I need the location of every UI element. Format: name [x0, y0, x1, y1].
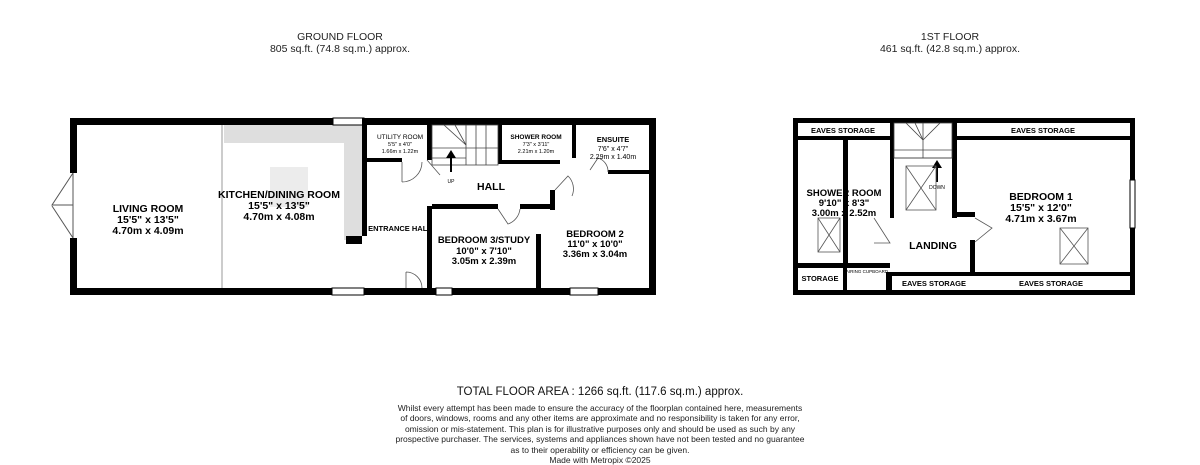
- ff-stair-tread: [915, 123, 923, 140]
- living-room-metric: 4.70m x 4.09m: [112, 225, 184, 237]
- disclaimer-line: as to their operability or efficiency can be given.: [510, 444, 690, 455]
- gf-wall-bottom-mid2: [452, 288, 570, 295]
- kitchen-name: KITCHEN/DINING ROOM: [218, 189, 340, 201]
- gf-wall-top-left: [70, 118, 333, 125]
- gf-shower-imperial: 7'3" x 3'11": [522, 142, 550, 148]
- disclaimer: [380, 403, 820, 465]
- ground-floor-area: 805 sq.ft. (74.8 sq.m.) approx.: [269, 43, 411, 55]
- disclaimer-line: omission or mis-statement. This plan is for illustrative purposes only and should be used as such by any: [404, 423, 796, 434]
- ff-stair-tread: [906, 123, 923, 140]
- gf-wall-right: [649, 118, 656, 295]
- door-bed3: [498, 209, 520, 224]
- gf-window-bottom-entrance: [332, 288, 364, 295]
- gf-wall-top-right: [364, 118, 656, 125]
- hall-name: HALL: [477, 181, 505, 193]
- ff-bed1-left: [970, 240, 975, 276]
- gf-shower-name: SHOWER ROOM: [510, 134, 562, 141]
- bedroom2-name: BEDROOM 2: [566, 229, 624, 240]
- ff-bed1-notch: [957, 212, 975, 217]
- utility-imperial: 5'5" x 4'0": [387, 142, 413, 148]
- wall-bed2-left: [536, 234, 541, 295]
- ff-eaves-bm-name: EAVES STORAGE: [902, 279, 966, 288]
- airing-cupboard-name: AIRING CUPBOARD: [845, 269, 889, 274]
- patio-door-leaf-top: [52, 173, 73, 205]
- ff-wall-bottom: [793, 290, 1135, 295]
- ff-stair-tread: [923, 123, 940, 140]
- ff-shower-name: SHOWER ROOM: [806, 188, 882, 199]
- ensuite-name: ENSUITE: [596, 135, 630, 144]
- first-floor-title: 1ST FLOOR: [920, 31, 980, 43]
- gf-window-bottom-bed2: [570, 288, 598, 295]
- living-room-imperial: 15'5" x 13'5": [117, 214, 179, 226]
- gf-wall-left-upper: [70, 118, 77, 173]
- ground-floor-title: GROUND FLOOR: [297, 31, 383, 43]
- wall-shower-left: [498, 118, 502, 163]
- first-floor-area: 461 sq.ft. (42.8 sq.m.) approx.: [879, 43, 1021, 55]
- ff-landing-bottom-left: [886, 272, 892, 290]
- entrance-name: ENTRANCE HALL: [368, 224, 432, 233]
- bedroom3-metric: 3.05m x 2.39m: [451, 256, 517, 267]
- total-floor-area: TOTAL FLOOR AREA : 1266 sq.ft. (117.6 sq.m.) approx.: [456, 386, 744, 398]
- ff-window-right: [1130, 180, 1135, 228]
- bedroom2-metric: 3.36m x 3.04m: [562, 249, 628, 260]
- up-arrow-icon: [446, 150, 456, 172]
- landing-name: LANDING: [909, 240, 957, 252]
- door-hall-entrance: [427, 160, 440, 175]
- ff-stairs-right: [952, 123, 957, 218]
- bedroom1-metric: 4.71m x 3.67m: [1005, 213, 1077, 225]
- ff-eaves-tl-bottom: [798, 136, 890, 140]
- skylight-bed1-cross: [1060, 228, 1088, 264]
- wall-entrance-right: [427, 118, 432, 160]
- disclaimer-line: Whilst every attempt has been made to ensure the accuracy of the floorplan contained here, measurements: [397, 403, 803, 413]
- ff-stairs-label: DOWN: [929, 185, 945, 191]
- ff-eaves-tr-name: EAVES STORAGE: [1011, 126, 1075, 135]
- door-utility: [402, 162, 422, 182]
- ff-eaves-bm-top: [890, 272, 974, 276]
- first-floor-plan: [793, 118, 1135, 295]
- skylight-shower-cross: [818, 218, 840, 252]
- utility-name: UTILITY ROOM: [376, 134, 424, 141]
- wall-bed3-top-right: [520, 204, 554, 209]
- bedroom3-imperial: 10'0" x 7'10": [456, 246, 512, 257]
- ff-storage-name: STORAGE: [801, 274, 839, 283]
- bedroom1-name: BEDROOM 1: [1009, 191, 1073, 203]
- ff-eaves-br-top: [974, 272, 1130, 276]
- gf-window-bottom-bed3: [436, 288, 452, 295]
- disclaimer-line: of doors, windows, rooms and any other items are approximate and no responsibility is taken for any error,: [400, 413, 800, 424]
- kitchen-corner-post: [346, 236, 362, 244]
- down-arrow-icon: [932, 160, 942, 182]
- bedroom3-name: BEDROOM 3/STUDY: [437, 235, 531, 246]
- gf-stair-tread: [455, 125, 466, 145]
- kitchen-imperial: 15'5" x 13'5": [248, 200, 310, 212]
- living-room-name: LIVING ROOM: [112, 203, 184, 215]
- ff-storage-right: [843, 263, 847, 290]
- gf-wall-bottom-left: [70, 288, 332, 295]
- ff-wall-top: [793, 118, 1135, 123]
- wall-shower-bottom: [498, 160, 560, 164]
- ff-eaves-tl-name: EAVES STORAGE: [811, 126, 875, 135]
- ensuite-metric: 2.29m x 1.40m: [589, 154, 637, 161]
- ff-eaves-br-name: EAVES STORAGE: [1019, 279, 1083, 288]
- ff-stairs-left: [890, 123, 894, 218]
- ff-wall-right-top: [1130, 118, 1135, 180]
- gf-stair-tread: [444, 125, 466, 145]
- wall-bed2-top-left: [550, 190, 555, 210]
- kitchen-metric: 4.70m x 4.08m: [243, 211, 315, 223]
- ground-floor-plan: [52, 118, 656, 295]
- wall-bed3-top: [432, 204, 498, 209]
- ff-shower-metric: 3.00m x 2.52m: [811, 208, 877, 219]
- ff-door-shower: [874, 218, 890, 243]
- gf-wall-left-lower: [70, 238, 77, 295]
- bedroom2-imperial: 11'0" x 10'0": [567, 239, 623, 250]
- wall-utility-bottom: [367, 158, 402, 162]
- patio-door-leaf-bottom: [52, 206, 73, 238]
- ensuite-imperial: 7'6" x 4'7": [597, 146, 629, 153]
- disclaimer-line: prospective purchaser. The services, systems and appliances shown have not been tested and no guarantee: [395, 434, 805, 445]
- gf-shower-metric: 2.21m x 1.20m: [517, 149, 555, 155]
- metropix-credit: Made with Metropix ©2025: [549, 455, 651, 465]
- ff-wall-left: [793, 118, 798, 295]
- door-bed2: [555, 176, 573, 196]
- wall-entrance-right-lower: [427, 206, 432, 295]
- gf-wall-bottom-mid: [364, 288, 436, 295]
- wall-ensuite-left: [572, 118, 576, 158]
- door-front: [406, 272, 422, 288]
- utility-metric: 1.66m x 1.22m: [381, 149, 419, 155]
- gf-window-top: [333, 118, 364, 125]
- bedroom1-imperial: 15'5" x 12'0": [1010, 202, 1072, 214]
- ff-door-bed1: [975, 218, 992, 242]
- ff-eaves-tr-bottom: [957, 136, 1130, 140]
- gf-wall-bottom-right: [598, 288, 656, 295]
- gf-stairs-frame: [432, 125, 498, 165]
- gf-stairs-label: UP: [447, 179, 455, 185]
- ff-wall-right-bottom: [1130, 228, 1135, 295]
- ff-shower-imperial: 9'10" x 8'3": [818, 198, 870, 209]
- wall-ensuite-bottom: [608, 170, 656, 174]
- wall-entrance-left: [362, 118, 367, 236]
